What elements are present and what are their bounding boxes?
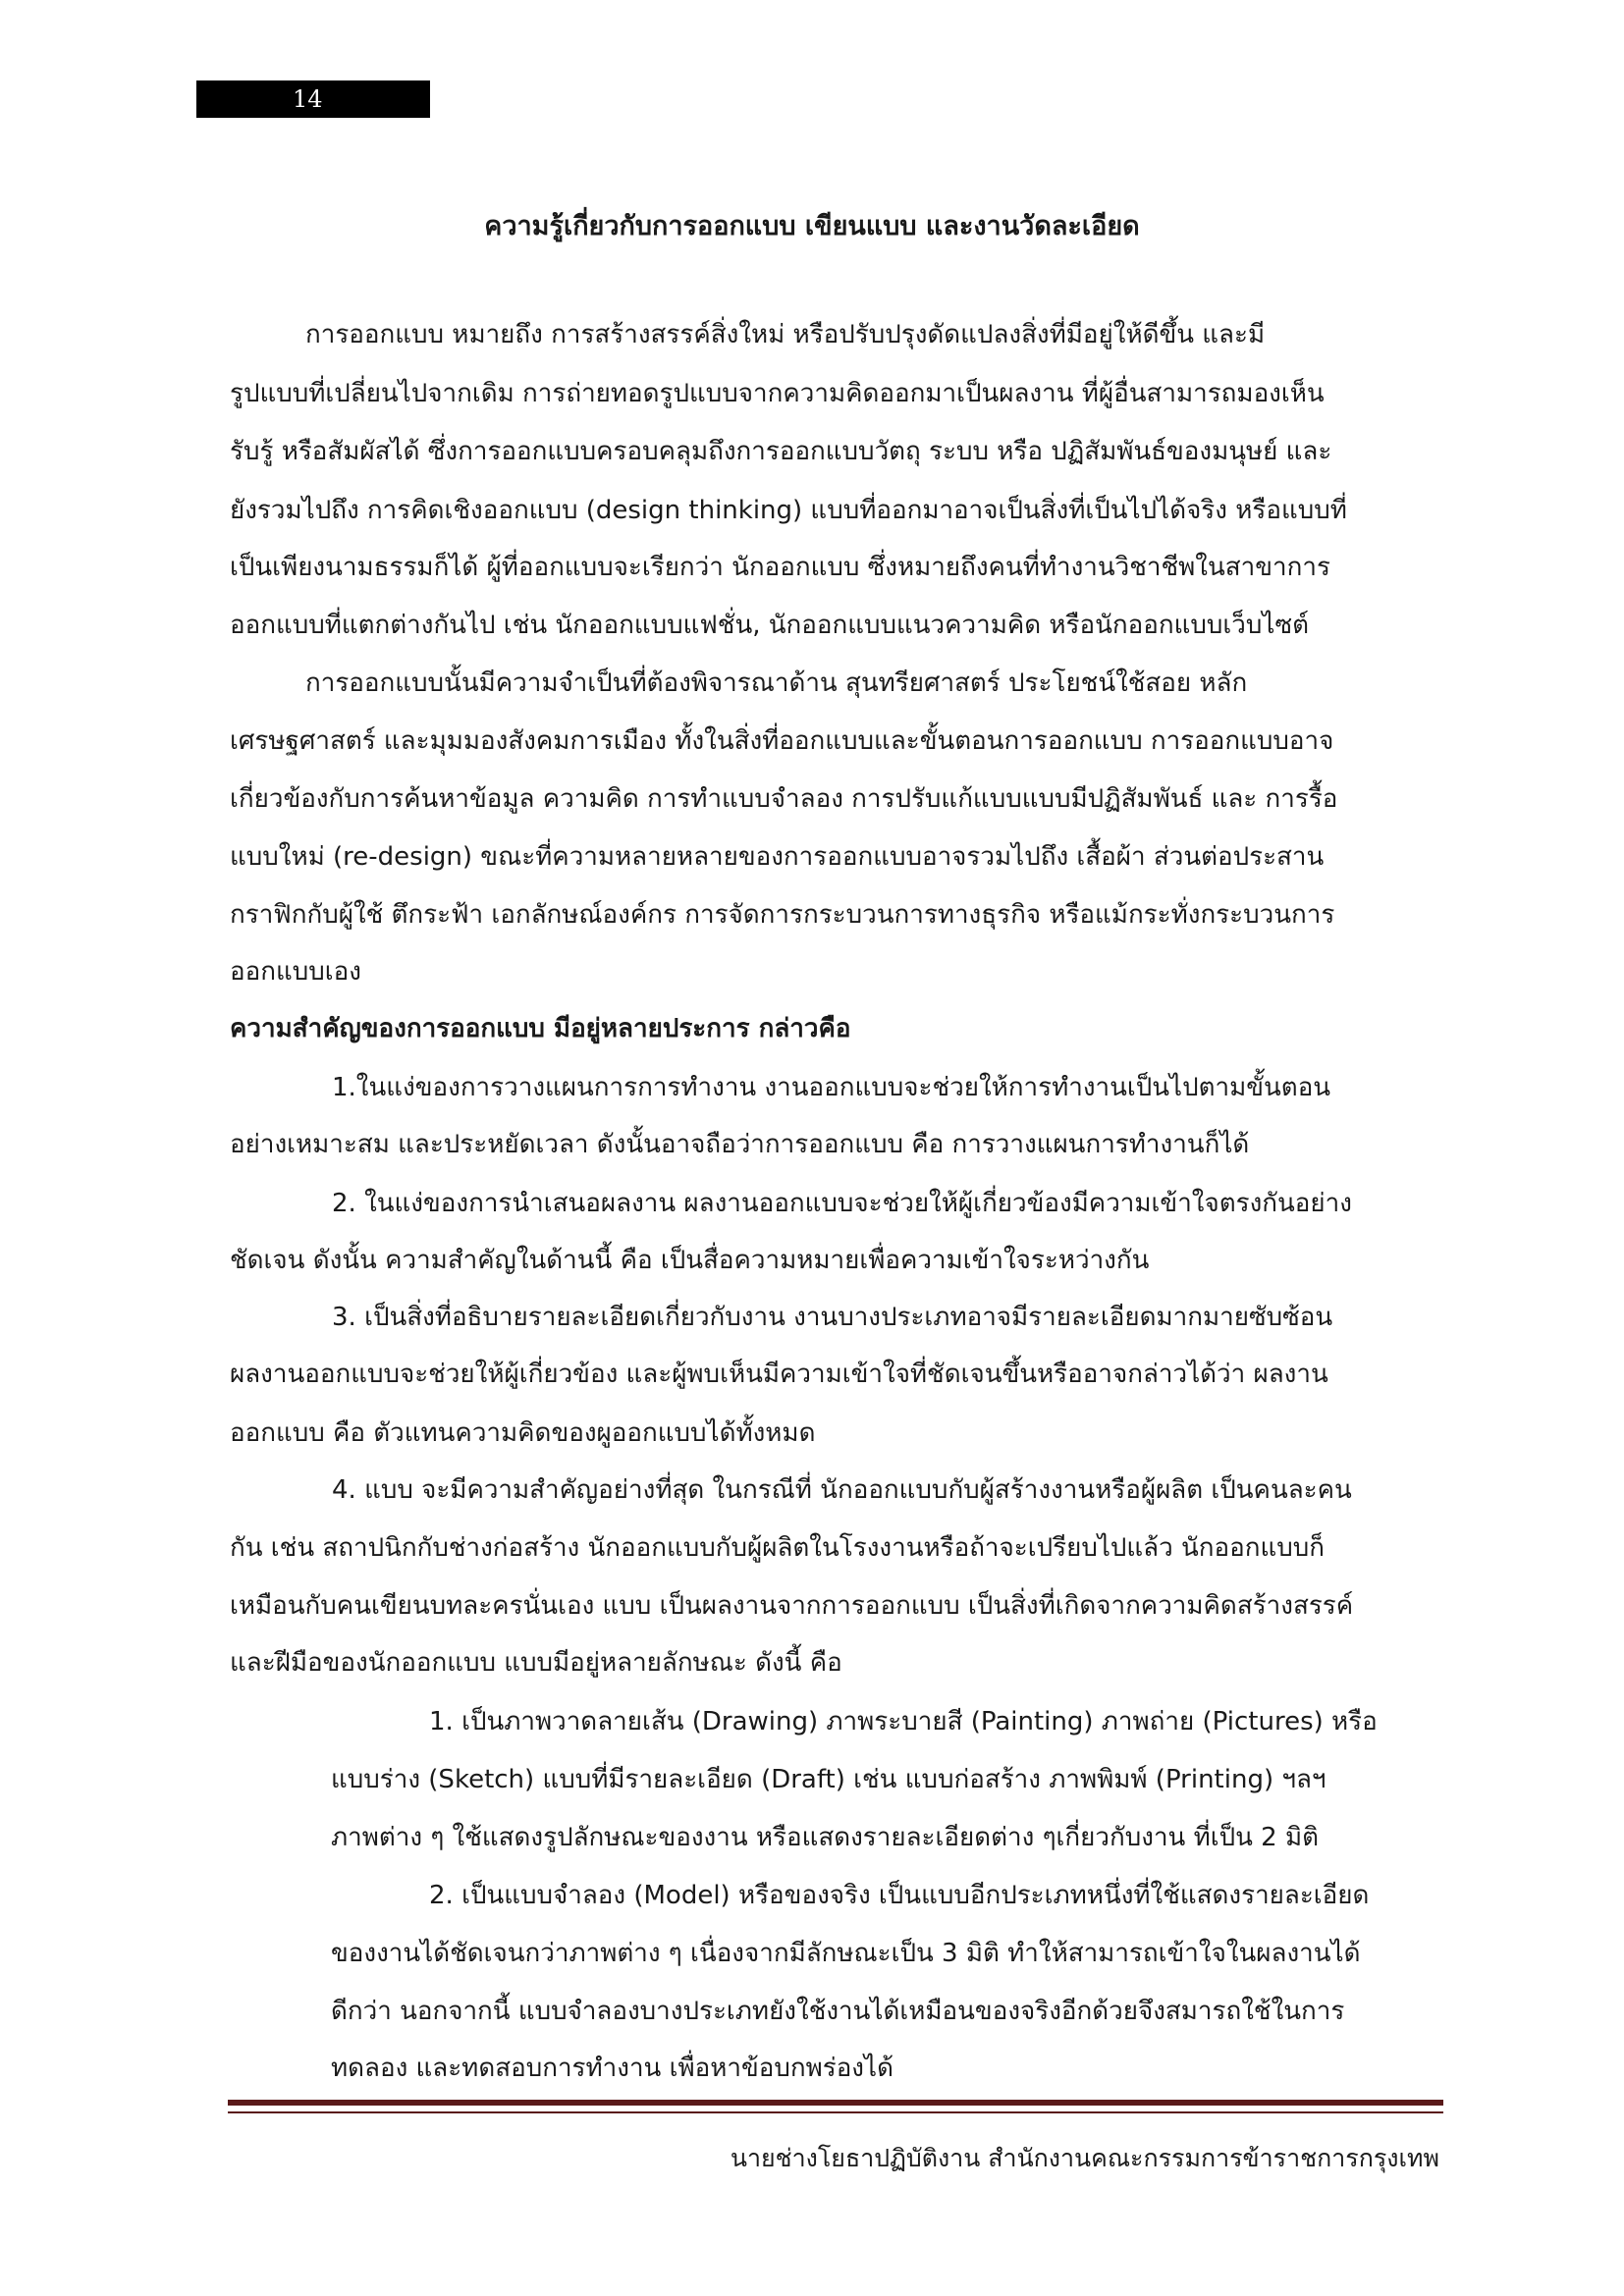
body-line: 3. เป็นสิ่งที่อธิบายรายละเอียดเกี่ยวกับงาน งานบางประเภทอาจมีรายละเอียดมากมายซับซ้อน bbox=[332, 1303, 1333, 1332]
body-line: ทดลอง และทดสอบการทำงาน เพื่อหาข้อบกพร่องได้ bbox=[331, 2054, 893, 2083]
body-line: เศรษฐศาสตร์ และมุมมองสังคมการเมือง ทั้งในสิ่งที่ออกแบบและขั้นตอนการออกแบบ การออกแบบอาจ bbox=[230, 726, 1334, 756]
footer-rule-thick bbox=[228, 2100, 1443, 2106]
body-line: อย่างเหมาะสม และประหยัดเวลา ดังนั้นอาจถือว่าการออกแบบ คือ การวางแผนการทำงานก็ได้ bbox=[230, 1130, 1250, 1159]
body-line: รับรู้ หรือสัมผัสได้ ซึ่งการออกแบบครอบคลุมถึงการออกแบบวัตถุ ระบบ หรือ ปฏิสัมพันธ์ของมนุษย์ และ bbox=[230, 437, 1332, 466]
body-line: ชัดเจน ดังนั้น ความสำคัญในด้านนี้ คือ เป็นสื่อความหมายเพื่อความเข้าใจระหว่างกัน bbox=[230, 1246, 1150, 1275]
body-line: แบบร่าง (Sketch) แบบที่มีรายละเอียด (Draft) เช่น แบบก่อสร้าง ภาพพิมพ์ (Printing) ฯลฯ bbox=[331, 1765, 1326, 1794]
body-line: ภาพต่าง ๆ ใช้แสดงรูปลักษณะของงาน หรือแสดงรายละเอียดต่าง ๆเกี่ยวกับงาน ที่เป็น 2 มิติ bbox=[331, 1823, 1319, 1852]
body-line: 4. แบบ จะมีความสำคัญอย่างที่สุด ในกรณีที่ นักออกแบบกับผู้สร้างงานหรือผู้ผลิต เป็นคนละคน bbox=[332, 1475, 1352, 1505]
page-title: ความรู้เกี่ยวกับการออกแบบ เขียนแบบ และงานวัดละเอียด bbox=[484, 211, 1140, 241]
body-line: กัน เช่น สถาปนิกกับช่างก่อสร้าง นักออกแบบกับผู้ผลิตในโรงงานหรือถ้าจะเปรียบไปแล้ว นักออกแบบก็ bbox=[230, 1533, 1325, 1563]
section-heading: ความสำคัญของการออกแบบ มีอยู่หลายประการ กล่าวคือ bbox=[230, 1014, 851, 1043]
body-line: รูปแบบที่เปลี่ยนไปจากเดิม การถ่ายทอดรูปแบบจากความคิดออกมาเป็นผลงาน ที่ผู้อื่นสามารถมองเห็น bbox=[230, 379, 1325, 408]
body-line: 2. เป็นแบบจำลอง (Model) หรือของจริง เป็นแบบอีกประเภทหนึ่งที่ใช้แสดงรายละเอียด bbox=[429, 1881, 1370, 1910]
footer-text: นายช่างโยธาปฏิบัติงาน สำนักงานคณะกรรมการข้าราชการกรุงเทพ bbox=[730, 2144, 1439, 2172]
body-line: เหมือนกับคนเขียนบทละครนั่นเอง แบบ เป็นผลงานจากการออกแบบ เป็นสิ่งที่เกิดจากความคิดสร้างสรรค์ bbox=[230, 1591, 1354, 1621]
body-line: ออกแบบที่แตกต่างกันไป เช่น นักออกแบบแฟชั่น, นักออกแบบแนวความคิด หรือนักออกแบบเว็บไซต์ bbox=[230, 611, 1309, 640]
body-line: การออกแบบ หมายถึง การสร้างสรรค์สิ่งใหม่ หรือปรับปรุงดัดแปลงสิ่งที่มีอยู่ให้ดีขึ้น และมี bbox=[305, 320, 1266, 349]
body-line: ออกแบบเอง bbox=[230, 957, 361, 987]
body-line: เกี่ยวข้องกับการค้นหาข้อมูล ความคิด การทำแบบจำลอง การปรับแก้แบบแบบมีปฏิสัมพันธ์ และ การรื้อ bbox=[230, 784, 1338, 814]
body-line: กราฟิกกับผู้ใช้ ตึกระฟ้า เอกลักษณ์องค์กร การจัดการกระบวนการทางธุรกิจ หรือแม้กระทั่งกระบวนการ bbox=[230, 900, 1335, 930]
body-line: ผลงานออกแบบจะช่วยให้ผู้เกี่ยวข้อง และผู้พบเห็นมีความเข้าใจที่ชัดเจนขึ้นหรืออาจกล่าวได้ว่า ผลงาน bbox=[230, 1360, 1328, 1389]
body-line: เป็นเพียงนามธรรมก็ได้ ผู้ที่ออกแบบจะเรียกว่า นักออกแบบ ซึ่งหมายถึงคนที่ทำงานวิชาชีพในสาขาการ bbox=[230, 553, 1330, 582]
body-line: 2. ในแง่ของการนำเสนอผลงาน ผลงานออกแบบจะช่วยให้ผู้เกี่ยวข้องมีความเข้าใจตรงกันอย่าง bbox=[332, 1189, 1352, 1218]
page-number: 14 bbox=[293, 85, 323, 113]
body-line: และฝีมือของนักออกแบบ แบบมีอยู่หลายลักษณะ ดังนี้ คือ bbox=[230, 1648, 842, 1678]
body-line: ดีกว่า นอกจากนี้ แบบจำลองบางประเภทยังใช้งานได้เหมือนของจริงอีกด้วยจึงสมารถใช้ในการ bbox=[331, 1997, 1345, 2026]
body-line: 1. เป็นภาพวาดลายเส้น (Drawing) ภาพระบายสี (Painting) ภาพถ่าย (Pictures) หรือ bbox=[429, 1707, 1378, 1736]
body-line: ของงานได้ชัดเจนกว่าภาพต่าง ๆ เนื่องจากมีลักษณะเป็น 3 มิติ ทำให้สามารถเข้าใจในผลงานได้ bbox=[331, 1939, 1361, 1968]
body-line: แบบใหม่ (re-design) ขณะที่ความหลายหลายของการออกแบบอาจรวมไปถึง เสื้อผ้า ส่วนต่อประสาน bbox=[230, 842, 1325, 872]
body-line: ออกแบบ คือ ตัวแทนความคิดของผูออกแบบได้ทั้งหมด bbox=[230, 1418, 816, 1448]
footer-rule-thin bbox=[228, 2111, 1443, 2113]
body-line: ยังรวมไปถึง การคิดเชิงออกแบบ (design thinking) แบบที่ออกมาอาจเป็นสิ่งที่เป็นไปได้จริง หรือแบบที่ bbox=[230, 496, 1347, 525]
body-line: 1.ในแง่ของการวางแผนการการทำงาน งานออกแบบจะช่วยให้การทำงานเป็นไปตามขั้นตอน bbox=[332, 1073, 1331, 1102]
body-line: การออกแบบนั้นมีความจำเป็นที่ต้องพิจารณาด้าน สุนทรียศาสตร์ ประโยชน์ใช้สอย หลัก bbox=[305, 668, 1248, 698]
